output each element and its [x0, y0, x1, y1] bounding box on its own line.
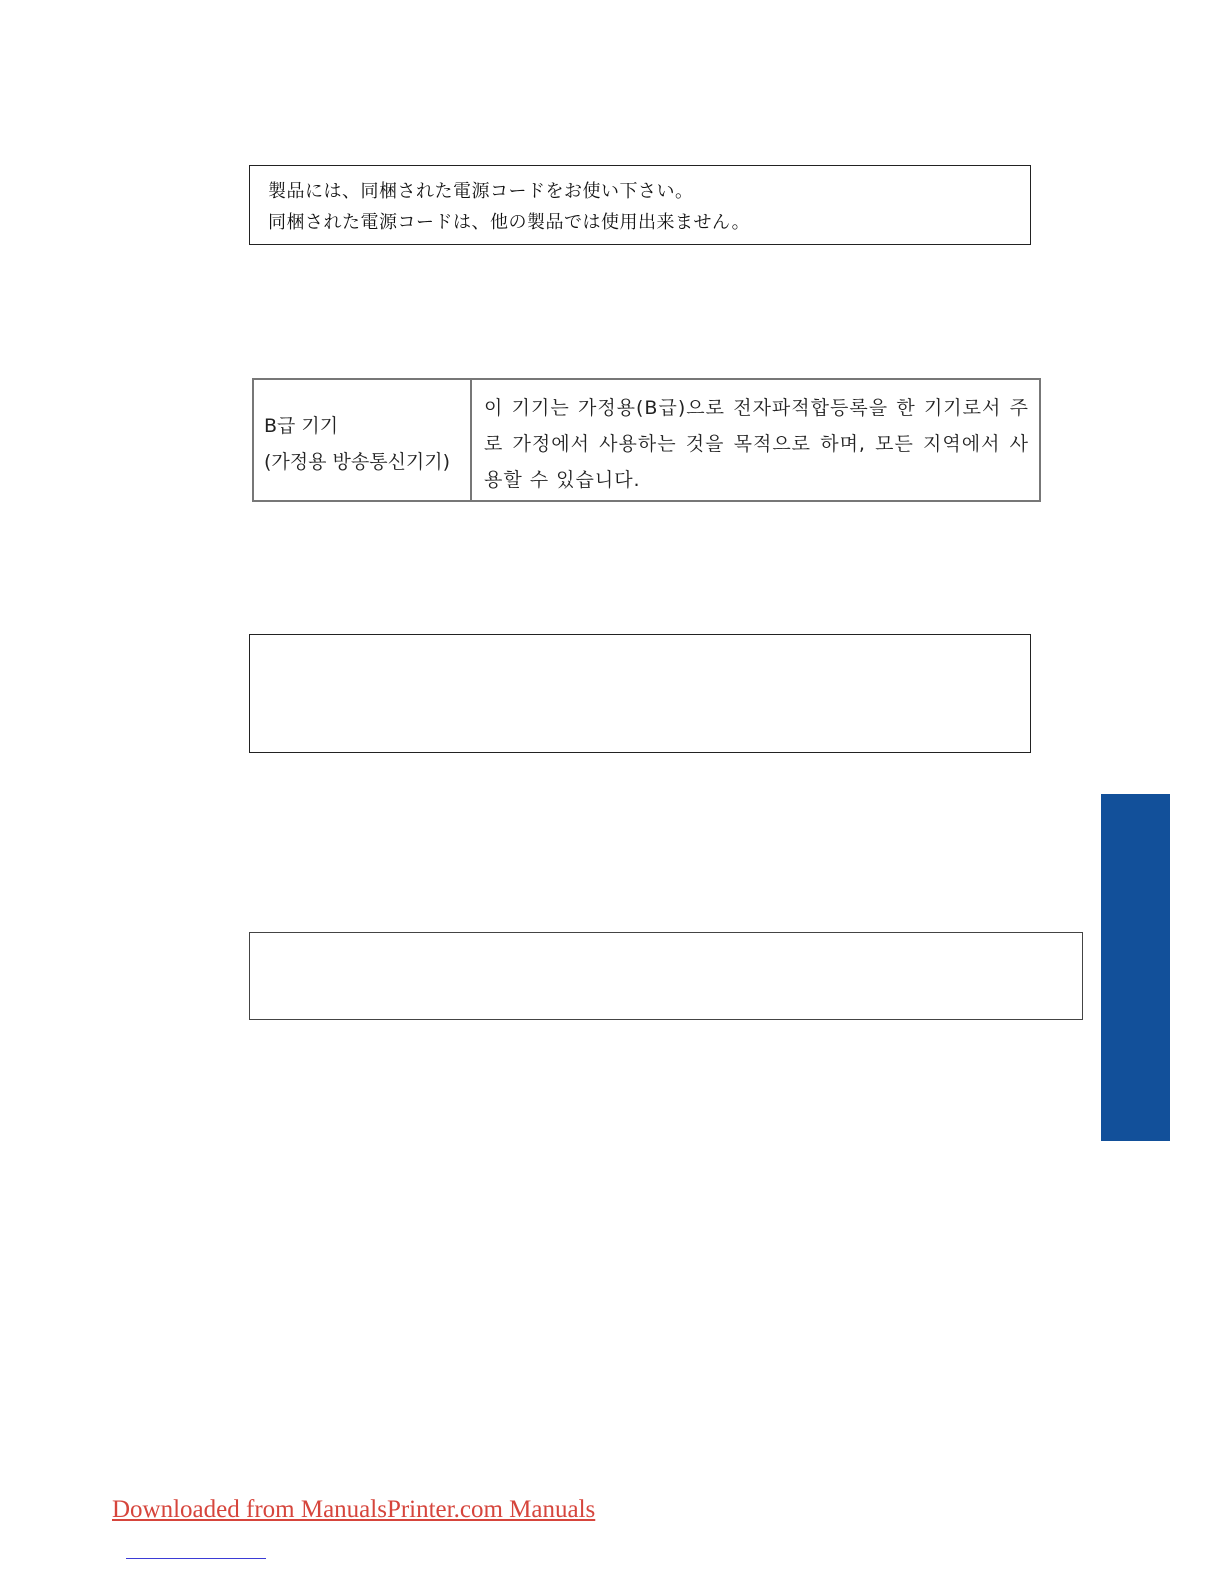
korean-class-description: (가정용 방송통신기기) [264, 451, 451, 473]
footer-download-link[interactable]: Downloaded from ManualsPrinter.com Manuals [112, 1496, 596, 1523]
korean-description-line-1: 이 기기는 가정용(B급)으로 전자파적합등록을 한 기기로서 주 [484, 397, 1029, 419]
empty-notice-box [249, 634, 1031, 753]
japanese-notice-line-2: 同梱された電源コードは、他の製品では使用出来ません。 [268, 212, 751, 233]
japanese-notice-line-1: 製品には、同梱された電源コードをお使い下さい。 [268, 181, 694, 202]
korean-class-b-notice-table [252, 378, 1041, 502]
bottom-rule-line [126, 1558, 266, 1559]
korean-description-cell [472, 380, 1039, 500]
japanese-power-cord-notice [249, 165, 1031, 245]
korean-class-cell [254, 380, 472, 500]
korean-description-line-3: 용할 수 있습니다. [484, 469, 641, 491]
side-section-tab [1101, 794, 1170, 1141]
korean-description-line-2: 로 가정에서 사용하는 것을 목적으로 하며, 모든 지역에서 사 [484, 433, 1029, 455]
korean-class-label: B급 기기 [264, 415, 339, 437]
empty-notice-box-wide [249, 932, 1083, 1020]
